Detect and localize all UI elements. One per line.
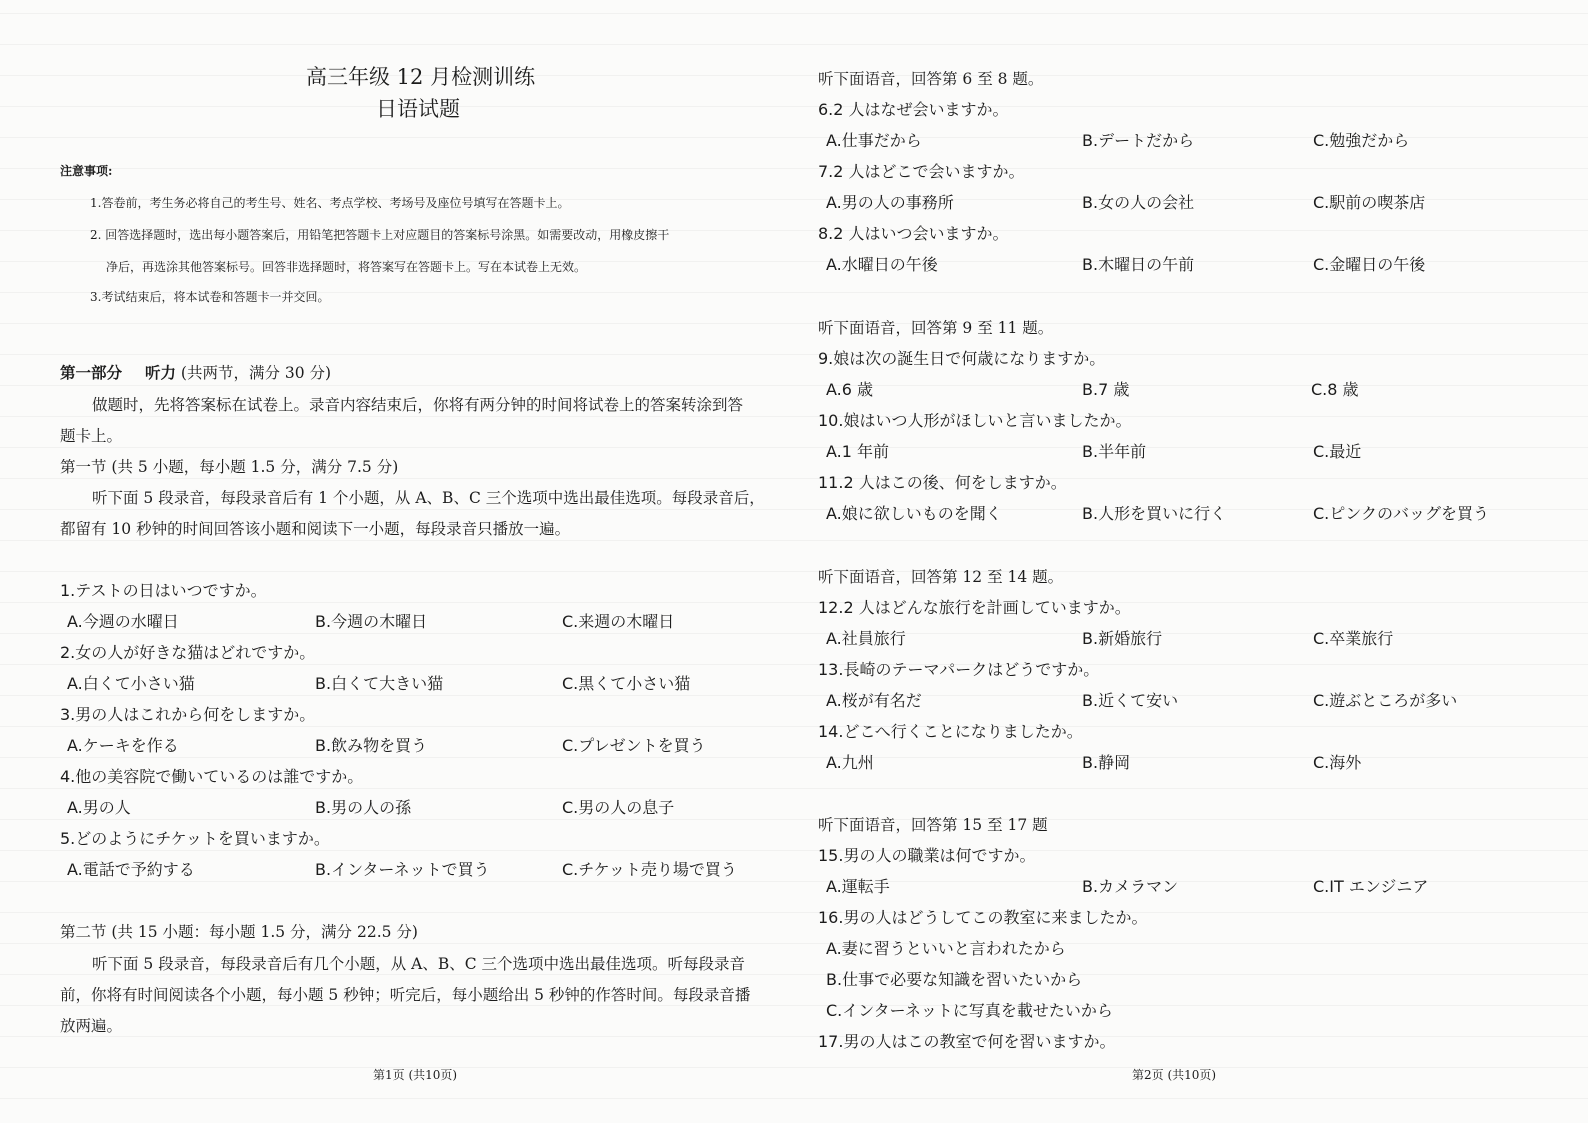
question-5: 5.どのようにチケットを買いますか。 [60,829,330,848]
option-c: C.8 歳 [1311,380,1359,399]
section1-heading: 第一节 (共 5 小题，每小题 1.5 分，满分 7.5 分) [60,458,399,476]
option-c: C.プレゼントを買う [562,736,706,755]
option-b: B.インターネットで買う [315,860,490,879]
option-c: C.最近 [1313,442,1362,461]
page-footer: 第2页 (共10页) [1132,1068,1217,1082]
question-14: 14.どこへ行くことになりましたか。 [818,722,1083,741]
option-a: A.6 歳 [826,380,874,399]
option-a: A.男の人 [67,798,131,817]
question-12: 12.2 人はどんな旅行を計画していますか。 [818,598,1131,617]
option-c: C.チケット売り場で買う [562,860,737,879]
question-15: 15.男の人の職業は何ですか。 [818,846,1036,865]
option-c: C.黒くて小さい猫 [562,674,691,693]
exam-title: 高三年级 12 月检测训练 [306,65,536,89]
option-b: B.カメラマン [1082,877,1179,896]
option-b: B.静岡 [1082,753,1131,772]
option-c: C.金曜日の午後 [1313,255,1426,274]
section2-desc: 听下面 5 段录音，每段录音后有几个小题，从 A、B、C 三个选项中选出最佳选项。听每段录音 [92,955,746,973]
option-b: B.近くて安い [1082,691,1179,710]
option-a: A.九州 [826,753,874,772]
option-c: C.海外 [1313,753,1362,772]
part1-label: 第一部分 [60,363,123,382]
option-b: B.女の人の会社 [1082,193,1195,212]
section1-desc: 都留有 10 秒钟的时间回答该小题和阅读下一小题，每段录音只播放一遍。 [60,520,571,538]
section2-desc: 放两遍。 [60,1017,123,1035]
option-c: C.ピンクのバッグを買う [1313,504,1489,523]
option-a: A.妻に習うといいと言われたから [826,939,1066,958]
option-a: A.娘に欲しいものを聞く [826,504,1002,523]
option-c: C.勉強だから [1313,131,1410,150]
option-a: A.今週の水曜日 [67,612,179,631]
question-13: 13.長崎のテーマパークはどうですか。 [818,660,1100,679]
option-b: B.今週の木曜日 [315,612,428,631]
option-a: A.水曜日の午後 [826,255,938,274]
option-c: C.IT エンジニア [1313,877,1429,896]
option-c: C.卒業旅行 [1313,629,1394,648]
notice-heading: 注意事项: [60,164,113,178]
option-a: A.社員旅行 [826,629,906,648]
option-a: A.白くて小さい猫 [67,674,195,693]
option-b: B.7 歳 [1082,380,1130,399]
group-heading: 听下面语音，回答第 15 至 17 题 [818,816,1048,834]
notice-line: 2. 回答选择题时，选出每小题答案后，用铅笔把答题卡上对应题目的答案标号涂黑。如需要改动，用橡皮擦干 [90,228,670,242]
intro-line: 题卡上。 [60,427,123,445]
option-b: B.人形を買いに行く [1082,504,1227,523]
option-b: B.飲み物を買う [315,736,428,755]
group-heading: 听下面语音，回答第 12 至 14 题。 [818,568,1064,586]
group-heading: 听下面语音，回答第 6 至 8 题。 [818,70,1044,88]
option-b: B.白くて大きい猫 [315,674,444,693]
exam-subtitle: 日语试题 [376,97,460,121]
question-17: 17.男の人はこの教室で何を習いますか。 [818,1032,1116,1051]
option-a: A.1 年前 [826,442,890,461]
option-b: B.木曜日の午前 [1082,255,1195,274]
option-c: C.遊ぶところが多い [1313,691,1458,710]
option-c: C.男の人の息子 [562,798,675,817]
question-4: 4.他の美容院で働いているのは誰ですか。 [60,767,364,786]
option-a: A.桜が有名だ [826,691,922,710]
part1-heading [60,361,331,383]
option-a: A.電話で予約する [67,860,195,879]
group-heading: 听下面语音，回答第 9 至 11 题。 [818,319,1054,337]
question-9: 9.娘は次の誕生日で何歳になりますか。 [818,349,1106,368]
option-a: A.仕事だから [826,131,922,150]
option-b: B.男の人の孫 [315,798,412,817]
option-c: C.来週の木曜日 [562,612,675,631]
question-11: 11.2 人はこの後、何をしますか。 [818,473,1067,492]
question-1: 1.テストの日はいつですか。 [60,581,267,600]
option-b: B.新婚旅行 [1082,629,1163,648]
question-7: 7.2 人はどこで会いますか。 [818,162,1025,181]
intro-line: 做题时，先将答案标在试卷上。录音内容结束后，你将有两分钟的时间将试卷上的答案转涂到答 [92,396,744,414]
notice-line: 1.答卷前，考生务必将自己的考生号、姓名、考点学校、考场号及座位号填写在答题卡上。 [90,196,570,210]
notice-line: 净后，再选涂其他答案标号。回答非选择题时，将答案写在答题卡上。写在本试卷上无效。 [106,260,587,274]
notice-line: 3.考试结束后，将本试卷和答题卡一并交回。 [90,290,330,304]
question-10: 10.娘はいつ人形がほしいと言いましたか。 [818,411,1132,430]
option-b: B.半年前 [1082,442,1147,461]
option-b: B.デートだから [1082,131,1195,150]
question-8: 8.2 人はいつ会いますか。 [818,224,1009,243]
option-c: C.駅前の喫茶店 [1313,193,1426,212]
page-footer: 第1页 (共10页) [373,1068,458,1082]
option-a: A.運転手 [826,877,890,896]
part1-name: 听力 [144,363,176,382]
option-b: B.仕事で必要な知識を習いたいから [826,970,1083,989]
option-a: A.男の人の事務所 [826,193,954,212]
question-2: 2.女の人が好きな猫はどれですか。 [60,643,316,662]
part1-info: (共两节，满分 30 分) [180,364,332,382]
question-3: 3.男の人はこれから何をしますか。 [60,705,316,724]
option-a: A.ケーキを作る [67,736,179,755]
section2-desc: 前，你将有时间阅读各个小题，每小题 5 秒钟；听完后，每小题给出 5 秒钟的作答时间。每段录音播 [60,986,751,1004]
right-page [800,0,1588,1123]
section1-desc: 听下面 5 段录音，每段录音后有 1 个小题，从 A、B、C 三个选项中选出最佳选项。每段录音后， [92,489,765,507]
option-c: C.インターネットに写真を載せたいから [826,1001,1113,1020]
section2-heading: 第二节 (共 15 小题：每小题 1.5 分，满分 22.5 分) [60,923,418,941]
question-16: 16.男の人はどうしてこの教室に来ましたか。 [818,908,1148,927]
question-6: 6.2 人はなぜ会いますか。 [818,100,1009,119]
